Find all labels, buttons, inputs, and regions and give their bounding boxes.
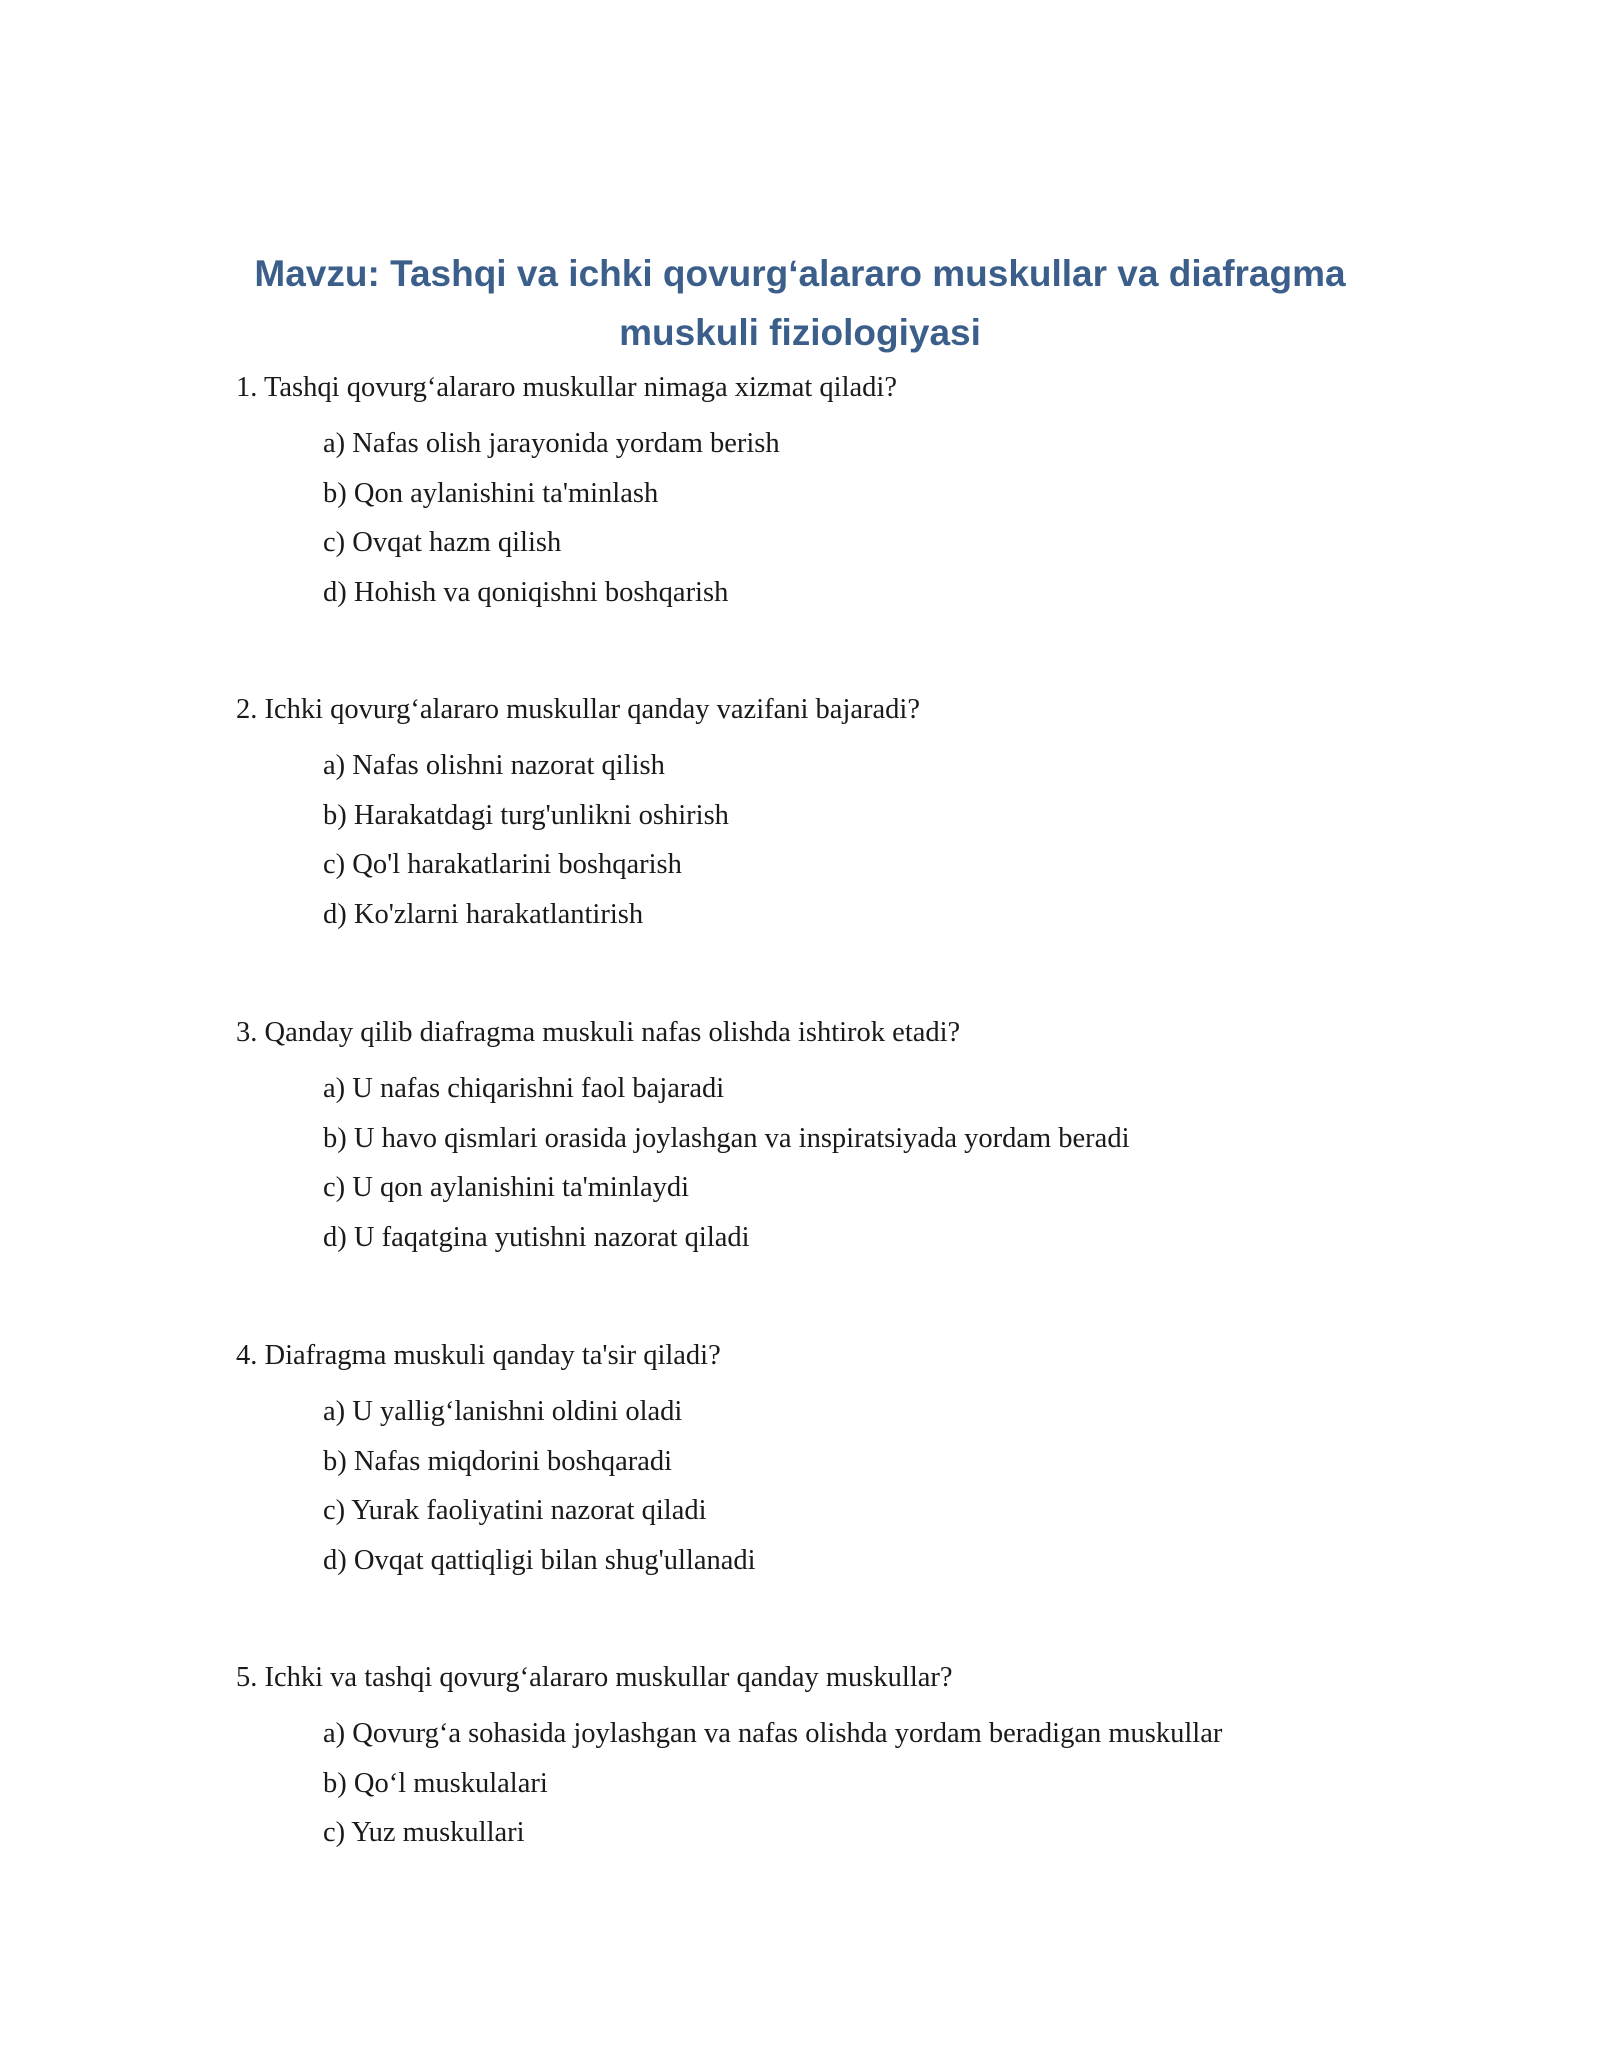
page-title-line-1: Mavzu: Tashqi va ichki qovurg‘alararo muskullar va diafragma: [254, 253, 1346, 294]
answer-option: c) Qo'l harakatlarini boshqarish: [323, 849, 682, 880]
question-5: [236, 1660, 1396, 1858]
answer-option: b) Harakatdagi turg'unlikni oshirish: [323, 799, 729, 831]
answer-option: b) Qon aylanishini ta'minlash: [323, 477, 659, 509]
question-text: 1. Tashqi qovurg‘alararo muskullar nimaga xizmat qiladi?: [236, 372, 897, 403]
answer-option: a) U yallig‘lanishni oldini oladi: [323, 1396, 683, 1427]
answer-option: c) Yurak faoliyatini nazorat qiladi: [323, 1495, 707, 1526]
question-2: [236, 692, 1396, 939]
answer-option: a) Qovurg‘a sohasida joylashgan va nafas olishda yordam beradigan muskullar: [323, 1718, 1223, 1749]
question-text: 4. Diafragma muskuli qanday ta'sir qiladi?: [236, 1340, 721, 1371]
answer-option: b) Qo‘l muskulalari: [323, 1767, 548, 1799]
answer-option: b) Nafas miqdorini boshqaradi: [323, 1445, 673, 1477]
answer-options: [236, 1064, 1396, 1262]
answer-option: a) U nafas chiqarishni faol bajaradi: [323, 1073, 725, 1104]
question-text: 5. Ichki va tashqi qovurg‘alararo muskullar qanday muskullar?: [236, 1662, 953, 1693]
answer-option: d) Ovqat qattiqligi bilan shug'ullanadi: [323, 1544, 756, 1576]
answer-option: b) U havo qismlari orasida joylashgan va inspiratsiyada yordam beradi: [323, 1122, 1130, 1154]
question-text: 3. Qanday qilib diafragma muskuli nafas olishda ishtirok etadi?: [236, 1017, 961, 1048]
question-1: [236, 370, 1396, 617]
answer-options: [236, 741, 1396, 939]
question-3: [236, 1015, 1396, 1262]
answer-option: d) Ko'zlarni harakatlantirish: [323, 898, 644, 930]
answer-options: [236, 1387, 1396, 1585]
answer-option: c) Yuz muskullari: [323, 1817, 525, 1848]
answer-option: c) Ovqat hazm qilish: [323, 527, 562, 558]
answer-options: [236, 419, 1396, 617]
page-title-line-2: muskuli fiziologiyasi: [619, 312, 981, 353]
answer-option: d) U faqatgina yutishni nazorat qiladi: [323, 1221, 750, 1253]
question-4: [236, 1338, 1396, 1585]
answer-option: d) Hohish va qoniqishni boshqarish: [323, 576, 729, 608]
answer-option: a) Nafas olish jarayonida yordam berish: [323, 428, 780, 459]
question-text: 2. Ichki qovurg‘alararo muskullar qanday vazifani bajaradi?: [236, 694, 920, 725]
answer-option: a) Nafas olishni nazorat qilish: [323, 750, 665, 781]
answer-options: [236, 1709, 1396, 1858]
answer-option: c) U qon aylanishini ta'minlaydi: [323, 1172, 690, 1203]
